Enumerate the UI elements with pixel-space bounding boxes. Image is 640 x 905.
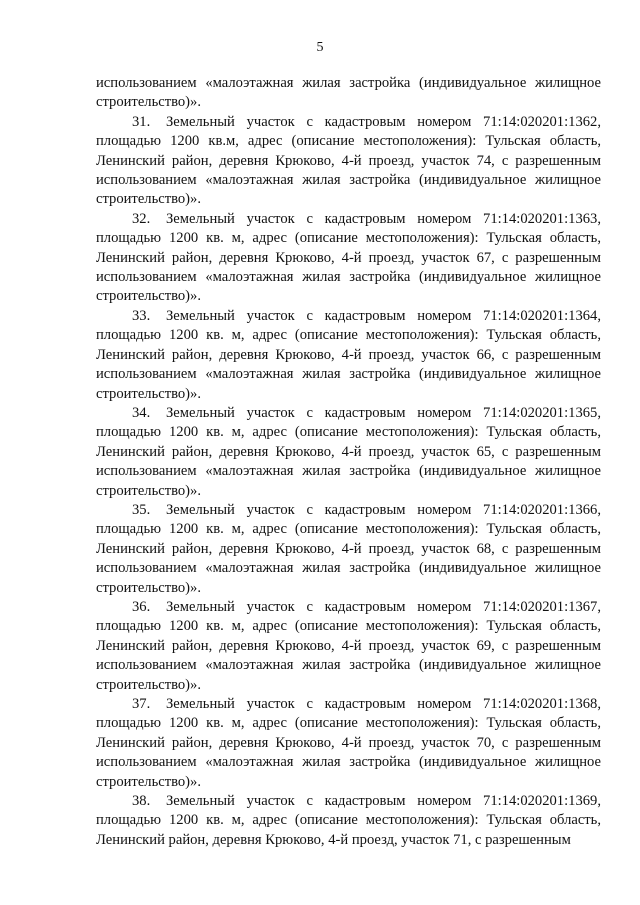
- item-text: Земельный участок с кадастровым номером 71:14:020201:1364, площадью 1200 кв. м, адрес (описание местоположения): Тульская область, Ленинский район, деревня Крюково, 4-й проезд, участок 66, с разрешенным использованием «малоэтажная жилая застройка (индивидуальное жилищное строительство)».: [96, 307, 601, 402]
- list-item: [96, 210, 601, 307]
- item-text: Земельный участок с кадастровым номером 71:14:020201:1369, площадью 1200 кв. м, адрес (описание местоположения): Тульская область, Ленинский район, деревня Крюково, 4-й проезд, участок 71, с разрешенным: [96, 793, 601, 848]
- item-number: 36.: [132, 598, 151, 615]
- list-item: [96, 113, 601, 210]
- item-number: 35.: [132, 501, 151, 518]
- item-text: Земельный участок с кадастровым номером 71:14:020201:1367, площадью 1200 кв. м, адрес (описание местоположения): Тульская область, Ленинский район, деревня Крюково, 4-й проезд, участок 69, с разрешенным использованием «малоэтажная жилая застройка (индивидуальное жилищное строительство)».: [96, 598, 601, 693]
- item-number: 34.: [132, 404, 151, 421]
- continuation-paragraph: использованием «малоэтажная жилая застройка (индивидуальное жилищное строительство)».: [96, 75, 601, 111]
- item-text: Земельный участок с кадастровым номером 71:14:020201:1365, площадью 1200 кв. м, адрес (описание местоположения): Тульская область, Ленинский район, деревня Крюково, 4-й проезд, участок 65, с разрешенным использованием «малоэтажная жилая застройка (индивидуальное жилищное строительство)».: [96, 404, 601, 499]
- list-item: [96, 501, 601, 598]
- item-text: Земельный участок с кадастровым номером 71:14:020201:1362, площадью 1200 кв.м, адрес (описание местоположения): Тульская область, Ленинский район, деревня Крюково, 4-й проезд, участок 74, с разрешенным использованием «малоэтажная жилая застройка (индивидуальное жилищное строительство)».: [96, 113, 601, 208]
- item-number: 31.: [132, 113, 151, 130]
- list-item: [96, 598, 601, 695]
- page-number: 5: [316, 40, 324, 55]
- item-number: 33.: [132, 307, 151, 324]
- list-item: [96, 792, 601, 850]
- item-text: Земельный участок с кадастровым номером 71:14:020201:1368, площадью 1200 кв. м, адрес (описание местоположения): Тульская область, Ленинский район, деревня Крюково, 4-й проезд, участок 70, с разрешенным использованием «малоэтажная жилая застройка (индивидуальное жилищное строительство)».: [96, 696, 601, 790]
- item-number: 38.: [132, 793, 151, 810]
- document-body: [96, 74, 601, 850]
- item-text: Земельный участок с кадастровым номером 71:14:020201:1366, площадью 1200 кв. м, адрес (описание местоположения): Тульская область, Ленинский район, деревня Крюково, 4-й проезд, участок 68, с разрешенным использованием «малоэтажная жилая застройка (индивидуальное жилищное строительство)».: [96, 501, 601, 596]
- list-item: [96, 404, 601, 501]
- item-text: Земельный участок с кадастровым номером 71:14:020201:1363, площадью 1200 кв. м, адрес (описание местоположения): Тульская область, Ленинский район, деревня Крюково, 4-й проезд, участок 67, с разрешенным использованием «малоэтажная жилая застройка (индивидуальное жилищное строительство)».: [96, 210, 601, 305]
- list-item: [96, 307, 601, 404]
- item-number: 32.: [132, 210, 151, 227]
- list-item: [96, 695, 601, 792]
- item-number: 37.: [132, 696, 151, 712]
